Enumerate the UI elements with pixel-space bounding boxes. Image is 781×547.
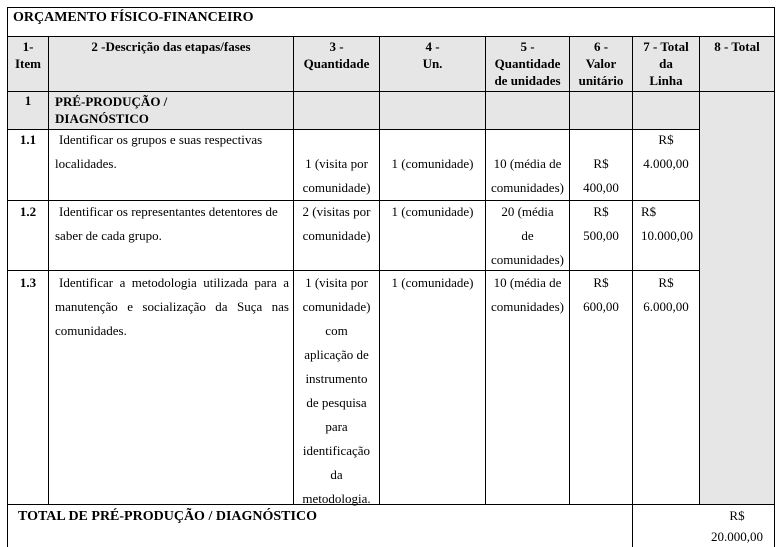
row-1-un: 1 (comunidade)	[391, 156, 474, 171]
header-descricao: 2 -Descrição das etapas/fases	[91, 39, 251, 54]
section-title: PRÉ-PRODUÇÃO / DIAGNÓSTICO	[55, 94, 168, 126]
row-2-total-linha: R$ 10.000,00	[641, 204, 693, 243]
header-valor-unitario: 6 - Valor unitário	[578, 39, 624, 88]
row-1-valor-unitario: R$ 400,00	[583, 156, 619, 195]
row-3-descricao: Identificar a metodologia utilizada para a manutenção e socialização da Suça nas comunidades.	[55, 275, 289, 338]
total-column-shading	[699, 129, 774, 504]
row-3-total-linha: R$ 6.000,00	[643, 275, 689, 314]
header-qtd-unidades: 5 - Quantidade de unidades	[494, 39, 561, 88]
row-2-valor-unitario: R$ 500,00	[583, 204, 619, 243]
footer-total-value: R$ 20.000,00	[711, 508, 763, 544]
header-quantidade: 3 - Quantidade	[303, 39, 370, 71]
row-1-qtd-unidades: 10 (média de comunidades)	[491, 156, 564, 195]
row-2-quantidade: 2 (visitas por comunidade)	[302, 204, 371, 243]
row-1-quantidade: 1 (visita por comunidade)	[302, 156, 371, 195]
table-title: ORÇAMENTO FÍSICO-FINANCEIRO	[13, 10, 254, 25]
row-2-descricao: Identificar os representantes detentores de saber de cada grupo.	[55, 204, 278, 243]
header-total-linha: 7 - Total da Linha	[643, 39, 689, 88]
row-2-un: 1 (comunidade)	[391, 204, 474, 219]
row-1-item: 1.1	[19, 132, 37, 147]
row-3-qtd-unidades: 10 (média de comunidades)	[491, 275, 564, 314]
row-2-item: 1.2	[19, 204, 37, 219]
row-3-un: 1 (comunidade)	[391, 275, 474, 290]
row-1-total-linha: R$ 4.000,00	[643, 132, 689, 171]
header-total: 8 - Total	[714, 39, 760, 54]
section-item: 1	[24, 93, 32, 108]
header-un: 4 - Un.	[422, 39, 443, 71]
row-3-quantidade: 1 (visita por comunidade) com aplicação de instrumento de pesquisa para identificação da metodologia.	[302, 275, 371, 506]
row-3-valor-unitario: R$ 600,00	[583, 275, 619, 314]
footer-total-label: TOTAL DE PRÉ-PRODUÇÃO / DIAGNÓSTICO	[18, 509, 317, 524]
row-1-descricao: Identificar os grupos e suas respectivas localidades.	[55, 132, 263, 171]
header-item: 1- Item	[15, 39, 41, 71]
row-2-qtd-unidades: 20 (média de comunidades)	[491, 204, 564, 267]
row-3-item: 1.3	[19, 275, 37, 290]
